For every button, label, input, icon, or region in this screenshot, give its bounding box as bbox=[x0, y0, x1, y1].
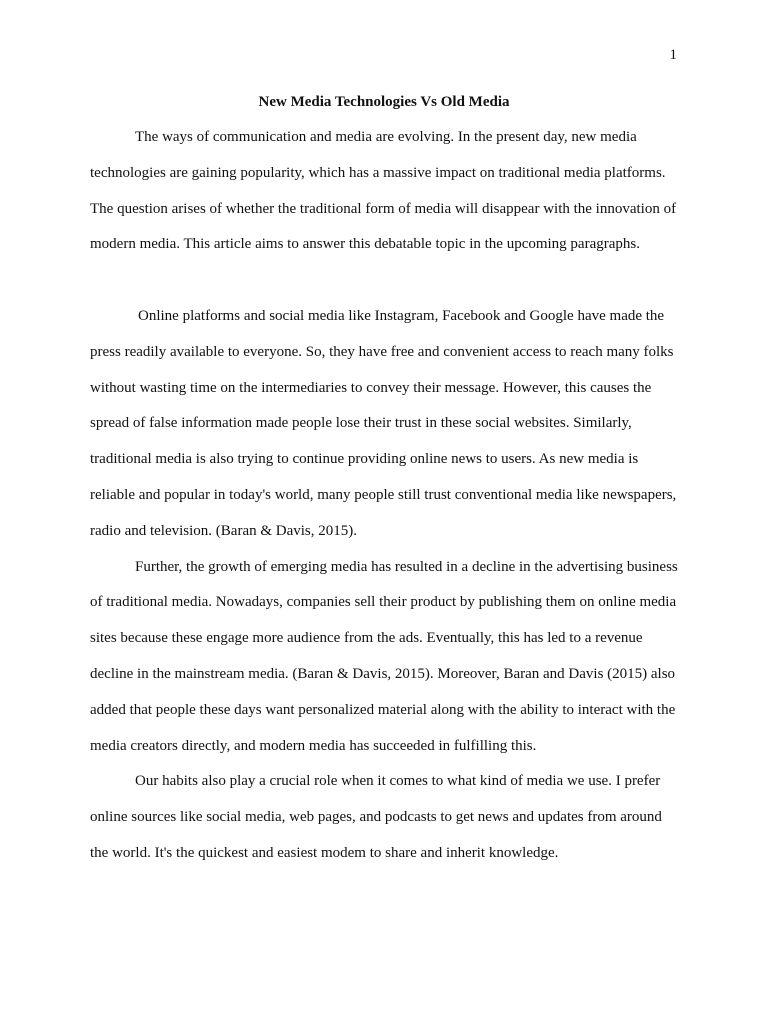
paragraph-introduction: The ways of communication and media are evolving. In the present day, new media technologies are gaining popularity, which has a massive impact on traditional media platforms. The question arises of whether the traditional form of media will disappear with the innovation of modern media. This article aims to answer this debatable topic in the upcoming paragraphs. bbox=[90, 129, 677, 253]
page-number: 1 bbox=[669, 47, 677, 63]
paragraph-advertising-decline: Further, the growth of emerging media has resulted in a decline in the advertising business of traditional media. Nowadays, companies sell their product by publishing them on online media sites because these engage more audience from the ads. Eventually, this has led to a revenue decline in the mainstream media. (Baran & Davis, 2015). Moreover, Baran and Davis (2015) also added that people these days want personalized material along with the ability to interact with the media creators directly, and modern media has succeeded in fulfilling this. bbox=[90, 558, 678, 754]
document-body bbox=[90, 120, 680, 872]
paragraph-personal-habits: Our habits also play a crucial role when it comes to what kind of media we use. I prefer online sources like social media, web pages, and podcasts to get news and updates from around the world. It's the quickest and easiest modem to share and inherit knowledge. bbox=[90, 773, 662, 861]
document-title: New Media Technologies Vs Old Media bbox=[258, 94, 510, 110]
paragraph-online-platforms: Online platforms and social media like Instagram, Facebook and Google have made the press readily available to everyone. So, they have free and convenient access to reach many folks without wasting time on the intermediaries to convey their message. However, this causes the spread of false information made people lose their trust in these social websites. Similarly, traditional media is also trying to continue providing online news to users. As new media is reliable and popular in today's world, many people still trust conventional media like newspapers, radio and television. (Baran & Davis, 2015). bbox=[90, 307, 677, 539]
